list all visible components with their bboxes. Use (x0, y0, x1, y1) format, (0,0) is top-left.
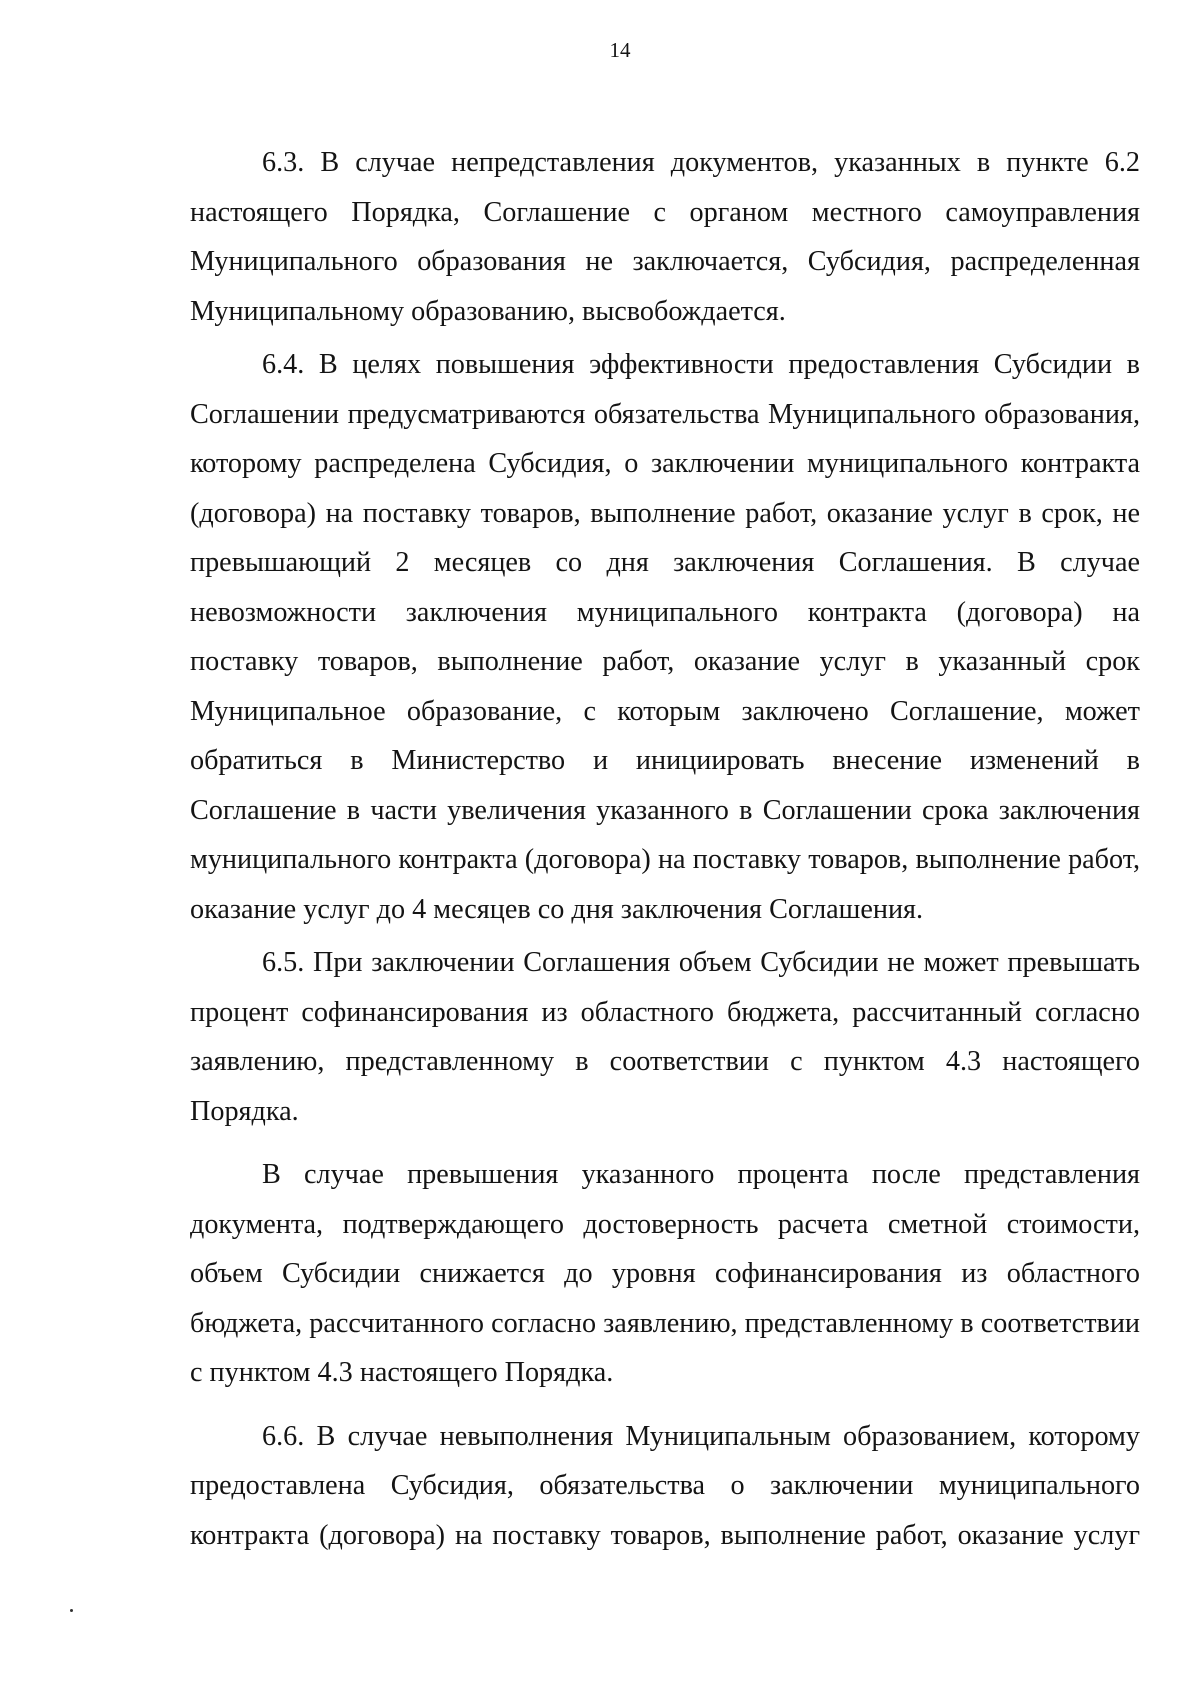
paragraph-6-5: 6.5. При заключении Соглашения объем Субсидии не может превышать процент софинансирования из областного бюджета, рассчитанный согласно заявлению, представленному в соответствии с пунктом 4.3 настоящего Порядка. (190, 947, 1140, 1127)
paragraph-6-3: 6.3. В случае непредставления документов, указанных в пункте 6.2 настоящего Порядка, Соглашение с органом местного самоуправления Муниципального образования не заключается, Субсидия, распределенная Муниципальному образованию, высвобождается. (190, 147, 1140, 327)
scan-speck (70, 1609, 73, 1612)
paragraph-6-4: 6.4. В целях повышения эффективности предоставления Субсидии в Соглашении предусматриваются обязательства Муниципального образования, которому распределена Субсидия, о заключении муниципального контракта (договора) на поставку товаров, выполнение работ, оказание услуг в срок, не превышающий 2 месяцев со дня заключения Соглашения. В случае невозможности заключения муниципального контракта (договора) на поставку товаров, выполнение работ, оказание услуг в указанный срок Муниципальное образование, с которым заключено Соглашение, может обратиться в Министерство и инициировать внесение изменений в Соглашение в части увеличения указанного в Соглашении срока заключения муниципального контракта (договора) на поставку товаров, выполнение работ, оказание услуг до 4 месяцев со дня заключения Соглашения. (190, 349, 1140, 925)
paragraph-6-5-continuation: В случае превышения указанного процента после представления документа, подтверждающего достоверность расчета сметной стоимости, объем Субсидии снижается до уровня софинансирования из областного бюджета, рассчитанного согласно заявлению, представленному в соответствии с пунктом 4.3 настоящего Порядка. (190, 1159, 1140, 1388)
page-number: 14 (609, 38, 631, 62)
document-body (190, 138, 1140, 1560)
paragraph-6-6: 6.6. В случае невыполнения Муниципальным образованием, которому предоставлена Субсидия, обязательства о заключении муниципального контракта (договора) на поставку товаров, выполнение работ, оказание услуг (190, 1420, 1140, 1551)
